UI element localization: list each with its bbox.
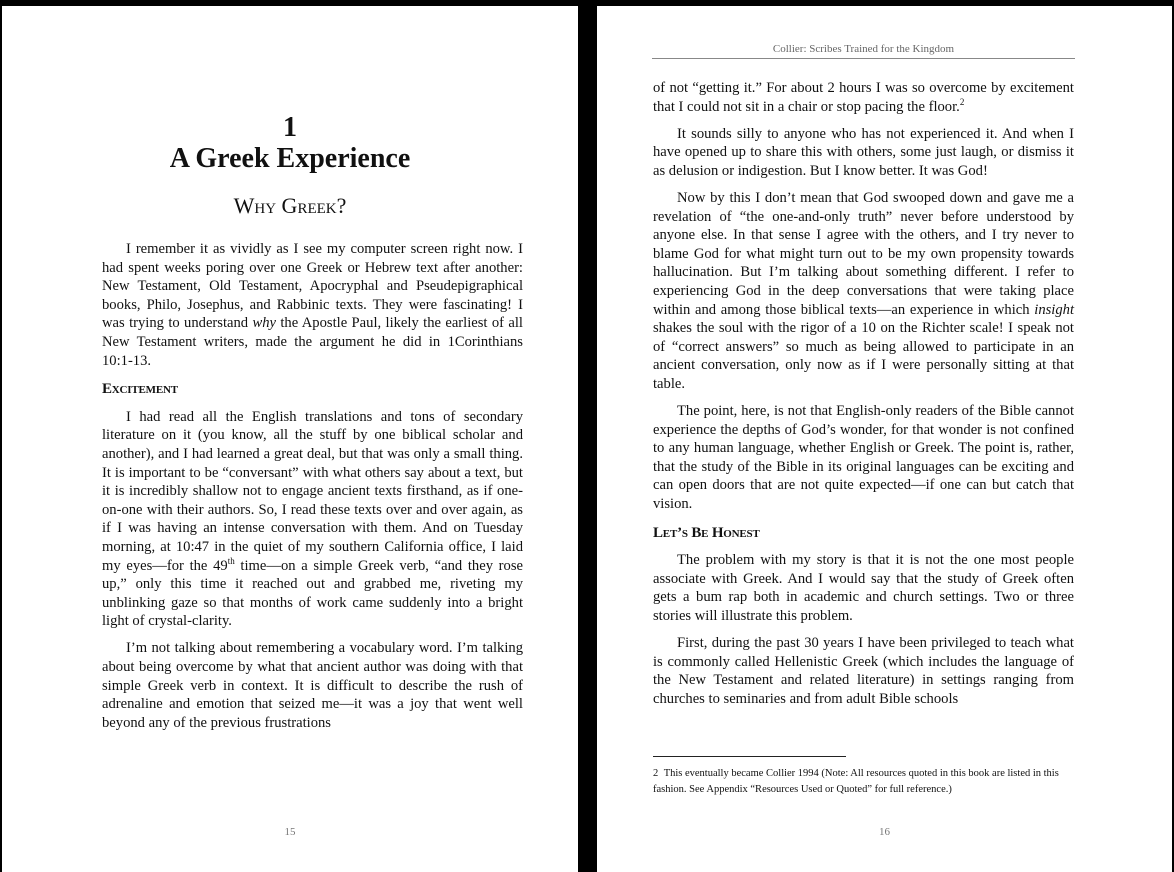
paragraph: The point, here, is not that English-only readers of the Bible cannot experience the depths of God’s wonder, for that wonder is not confined to any human language, whether English or Greek. The point is, rather, that the study of the Bible in its original languages can be exciting and can open doors that are not quite expected—if one can but catch that vision. <box>653 403 1074 512</box>
chapter-title: A Greek Experience <box>169 143 411 174</box>
right-body <box>653 79 1074 717</box>
footnote-number: 2 <box>653 768 659 779</box>
section-title: Why Greek? <box>233 193 347 218</box>
subheading: Let’s Be Honest <box>653 524 760 541</box>
footnote-text: This eventually became Collier 1994 (Note: All resources quoted in this book are listed in this fashion. See Appendix “Resources Used or Quoted” for full reference.) <box>653 768 1059 795</box>
chapter-number: 1 <box>283 112 297 143</box>
footnote-divider <box>653 756 846 757</box>
left-page <box>2 6 578 872</box>
footnote-marker[interactable]: 2 <box>959 96 965 107</box>
paragraph: of not “getting it.” For about 2 hours I was so overcome by excitement that I could not sit in a chair or stop pacing the floor.$^2$ <box>653 80 1074 115</box>
right-page <box>597 6 1172 872</box>
paragraph: First, during the past 30 years I have been privileged to teach what is commonly called Hellenistic Greek (which includes the language of the New Testament and related literature) in settings ranging from churches to seminaries and from adult Bible schools <box>653 635 1074 707</box>
paragraph: I remember it as vividly as I see my computer screen right now. I had spent weeks poring over one Greek or Hebrew text after another: New Testament, Old Testament, Apocryphal and Pseudepigraphical books, Philo, Josephus, and Rabbinic texts. They were fascinating! I was trying to understand why the Apostle Paul, likely the earliest of all New Testament writers, made the argument he did in 1Corinthians 10:1-13. <box>102 241 523 369</box>
paragraph: Now by this I don’t mean that God swooped down and gave me a revelation of “the one-and-only truth” never before understood by anyone else. In that sense I agree with the others, and I try never to blame God for what might turn out to be my own propensity towards hallucination. But I’m talking about something different. I refer to experiencing God in the deep conversations that were taking place within and among those biblical texts—an experience in which insight shakes the soul with the rigor of a 10 on the Richter scale! I speak not of “correct answers” so much as being allowed to participate in an ancient conversation, only now as if I were personally sitting at that table. <box>653 189 1074 392</box>
paragraph: I’m not talking about remembering a vocabulary word. I’m talking about being overcome by what that ancient author was doing with that simple Greek verb in context. It is difficult to describe the rush of adrenaline and emotion that seized me—it was a joy that went well beyond any of the previous frustrations <box>102 640 523 731</box>
footnote <box>653 766 1078 798</box>
paragraph: I had read all the English translations and tons of secondary literature on it (you know, all the stuff by one biblical scholar and another), and I had learned a great deal, but that was only a small thing. It is important to be “conversant” with what others say about a text, but it is incredibly shallow not to engage ancient texts firsthand, as if one-on-one with their authors. So, I read these texts over and over again, as if I was having an intense conversation with them. And on Tuesday morning, at 10:47 in the quiet of my southern California office, I laid my eyes—for the 49th time—on a simple Greek verb, “and they rose up,” only this time it reached out and grabbed me, riveting my unblinking gaze so that months of work came suddenly into a bright light of crystal-clarity. <box>102 408 523 630</box>
page-number: 16 <box>879 826 890 838</box>
paragraph: It sounds silly to anyone who has not experienced it. And when I have opened up to share this with others, some just laugh, or dismiss it as delusion or indigestion. But I know better. It was God! <box>653 125 1074 179</box>
paragraph: The problem with my story is that it is not the one most people associate with Greek. And I would say that the study of Greek often gets a bum rap both in academic and church settings. Two or three stories will illustrate this problem. <box>653 552 1074 624</box>
subheading: Excitement <box>102 381 178 398</box>
page-number: 15 <box>284 826 296 838</box>
running-header: Collier: Scribes Trained for the Kingdom <box>652 43 1075 59</box>
left-body <box>102 240 523 741</box>
